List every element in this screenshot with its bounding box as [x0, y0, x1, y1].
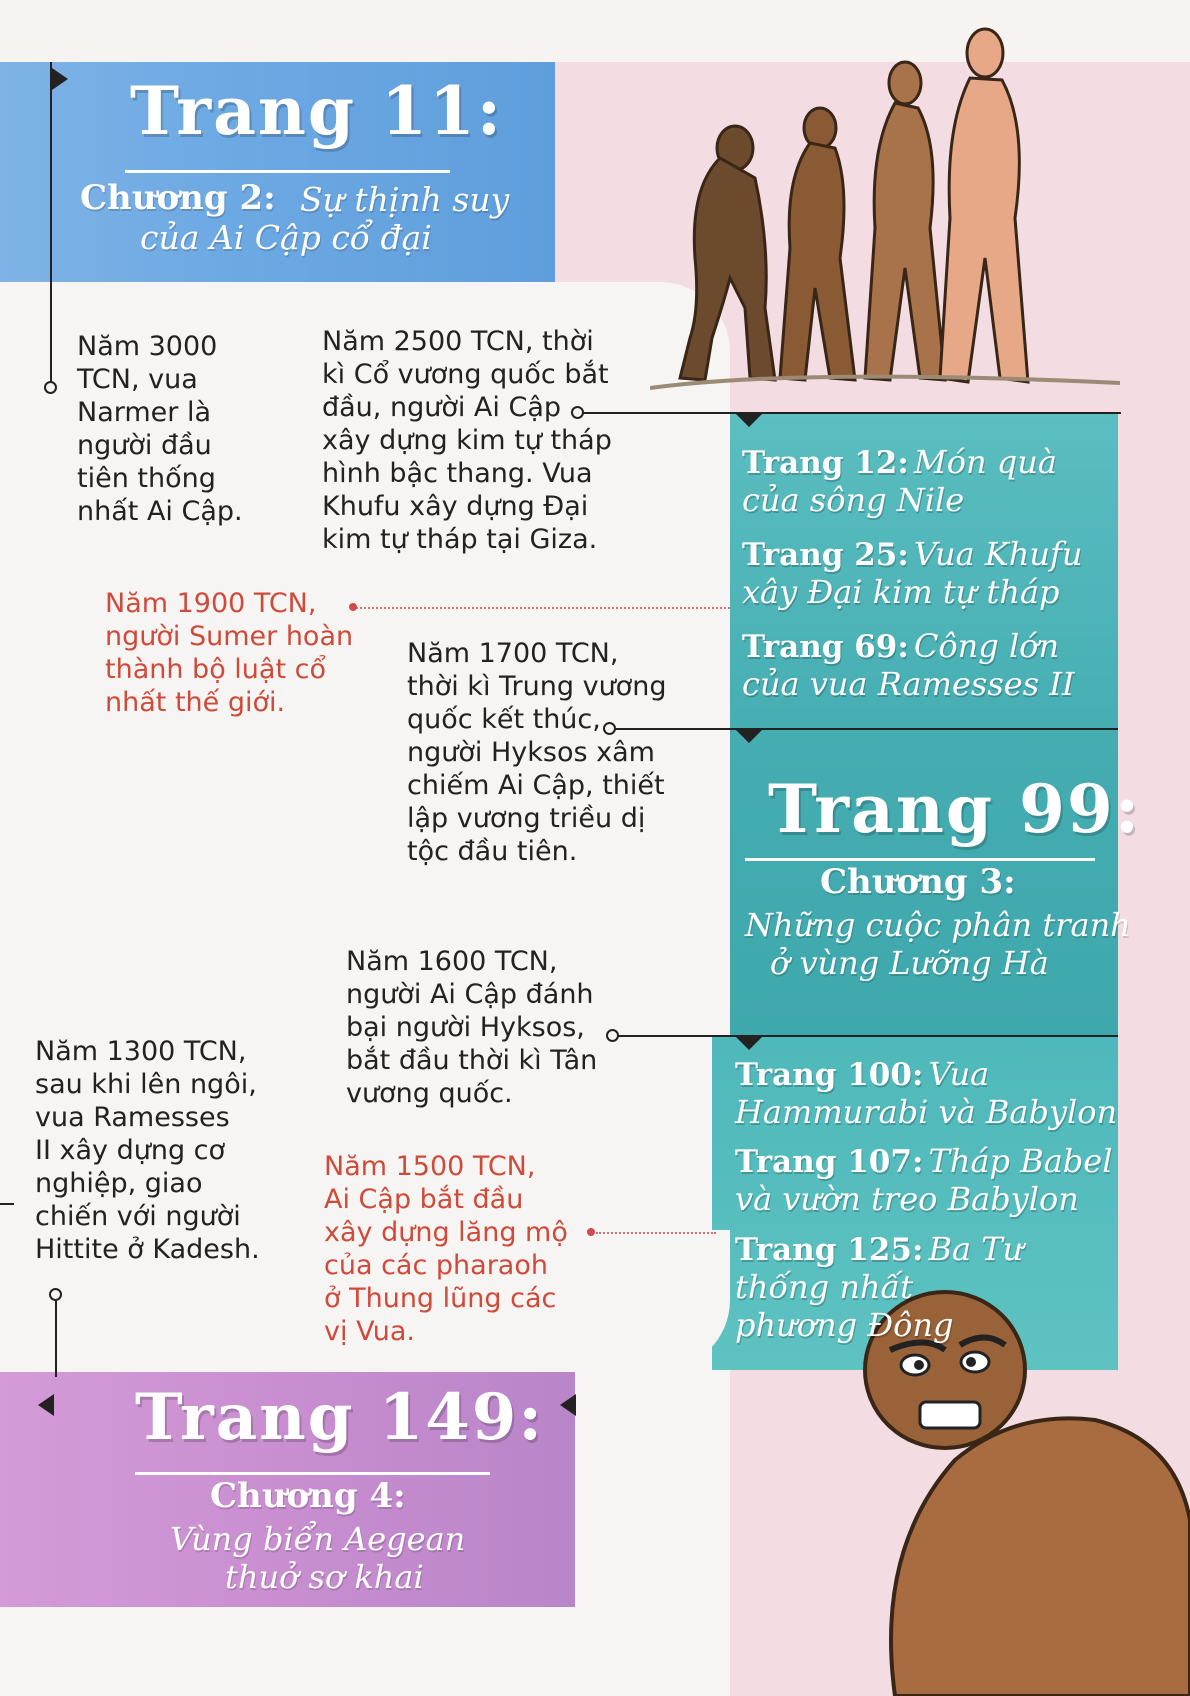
- event-1900-line: người Sumer hoàn: [105, 621, 354, 652]
- chapter4-page-title: Trang 149:: [135, 1380, 544, 1455]
- event-2500-line: kì Cổ vương quốc bắt: [322, 359, 609, 390]
- timeline-dot-1300: [49, 1288, 62, 1301]
- toc-item-107-title-b: và vườn treo Babylon: [735, 1180, 1079, 1218]
- event-1500-line: Ai Cập bắt đầu: [324, 1184, 524, 1215]
- toc-item-69[interactable]: [742, 627, 1075, 703]
- event-1700: [407, 637, 666, 868]
- event-1300-line: chiến với người: [35, 1201, 241, 1232]
- timeline-dotted-1900: [356, 607, 730, 609]
- event-1700-line: tộc đầu tiên.: [407, 836, 578, 867]
- event-1600: [346, 945, 597, 1110]
- event-1500-line: xây dựng lăng mộ: [324, 1217, 568, 1248]
- event-2500-line: Khufu xây dựng Đại: [322, 491, 589, 522]
- chapter2-label: Chương 2:: [80, 178, 276, 218]
- timeline-arrow-bottom-right: [560, 1394, 576, 1416]
- event-1300-line: sau khi lên ngôi,: [35, 1069, 257, 1100]
- event-3000-line: tiên thống: [77, 463, 216, 494]
- timeline-dot-1600: [606, 1029, 619, 1042]
- event-1600-line: người Ai Cập đánh: [346, 979, 594, 1010]
- timeline-line-bottom: [55, 1301, 57, 1377]
- side-tick: [0, 1203, 14, 1205]
- chapter3-title-line1: Những cuộc phân tranh: [745, 906, 1131, 944]
- event-1300-line: nghiệp, giao: [35, 1168, 203, 1199]
- chapter4-label: Chương 4:: [210, 1476, 406, 1516]
- toc-item-107-title-a: Tháp Babel: [928, 1142, 1113, 1180]
- event-1300-line: Hittite ở Kadesh.: [35, 1234, 260, 1265]
- toc-item-107[interactable]: [735, 1142, 1112, 1218]
- event-1700-line: thời kì Trung vương: [407, 671, 667, 702]
- chapter3-title-line2: ở vùng Lưỡng Hà: [770, 944, 1049, 982]
- event-1300-line: II xây dựng cơ: [35, 1135, 226, 1166]
- chapter4-divider: [135, 1472, 490, 1475]
- toc-item-100[interactable]: [735, 1055, 1117, 1131]
- event-1700-line: lập vương triều dị: [407, 803, 646, 834]
- event-1600-line: Năm 1600 TCN,: [346, 946, 558, 977]
- caveman-illustration: [835, 1290, 1190, 1696]
- event-1600-line: vương quốc.: [346, 1078, 513, 1109]
- event-2500-line: Năm 2500 TCN, thời: [322, 326, 594, 357]
- timeline-connector-1700: [614, 728, 1118, 730]
- event-1700-line: chiếm Ai Cập, thiết: [407, 770, 665, 801]
- timeline-arrow-top: [52, 68, 68, 90]
- toc-item-25-page: Trang 25:: [742, 537, 909, 573]
- chapter4-title-line2: thuở sơ khai: [225, 1558, 424, 1596]
- toc-item-69-title-a: Công lớn: [913, 627, 1060, 665]
- event-3000-line: người đầu: [77, 430, 212, 461]
- timeline-arrow-teal3: [735, 1036, 763, 1050]
- toc-item-12-page: Trang 12:: [742, 445, 909, 481]
- toc-item-125-page: Trang 125:: [735, 1232, 924, 1268]
- timeline-arrow-bottom-left: [38, 1394, 54, 1416]
- event-1300-line: Năm 1300 TCN,: [35, 1036, 247, 1067]
- event-1700-line: người Hyksos xâm: [407, 737, 655, 768]
- toc-item-100-page: Trang 100:: [735, 1057, 924, 1093]
- event-3000-line: TCN, vua: [77, 364, 198, 395]
- event-3000: [77, 330, 243, 528]
- event-1900-line: Năm 1900 TCN,: [105, 588, 317, 619]
- event-1600-line: bại người Hyksos,: [346, 1012, 585, 1043]
- toc-item-125-title-c: phương Đông: [735, 1306, 954, 1344]
- toc-item-69-page: Trang 69:: [742, 629, 909, 665]
- toc-item-12[interactable]: [742, 443, 1057, 519]
- toc-item-25[interactable]: [742, 535, 1082, 611]
- event-1500-line: của các pharaoh: [324, 1250, 548, 1281]
- event-1500-line: vị Vua.: [324, 1316, 415, 1347]
- event-3000-line: nhất Ai Cập.: [77, 496, 243, 527]
- toc-item-12-title-a: Món quà: [913, 443, 1057, 481]
- toc-item-125-title-b: thống nhất: [735, 1268, 913, 1306]
- chapter2-divider: [125, 170, 450, 173]
- timeline-dot-3000: [44, 381, 57, 394]
- chapter2-page-title: Trang 11:: [130, 72, 504, 150]
- event-3000-line: Năm 3000: [77, 331, 218, 362]
- event-1700-line: Năm 1700 TCN,: [407, 638, 619, 669]
- chapter2-title-line1: Sự thịnh suy: [300, 180, 510, 219]
- event-2500-line: hình bậc thang. Vua: [322, 458, 593, 489]
- event-1300-line: vua Ramesses: [35, 1102, 230, 1133]
- toc-item-125-title-a: Ba Tư: [928, 1230, 1024, 1268]
- chapter4-title-line1: Vùng biển Aegean: [170, 1520, 466, 1558]
- event-1300: [35, 1035, 260, 1266]
- timeline-dotted-1500: [596, 1232, 716, 1234]
- toc-item-125[interactable]: [735, 1230, 1023, 1344]
- toc-item-100-title-b: Hammurabi và Babylon: [735, 1093, 1118, 1131]
- chapter3-divider: [745, 858, 1095, 861]
- event-1500-line: Năm 1500 TCN,: [324, 1151, 536, 1182]
- toc-item-25-title-a: Vua Khufu: [913, 535, 1083, 573]
- timeline-line-top: [50, 62, 52, 382]
- event-2500-line: đầu, người Ai Cập: [322, 392, 562, 423]
- timeline-dot-1500: [587, 1228, 595, 1236]
- chapter3-page-title: Trang 99:: [768, 770, 1142, 848]
- toc-item-100-title-a: Vua: [928, 1055, 990, 1093]
- toc-item-107-page: Trang 107:: [735, 1144, 924, 1180]
- human-evolution-illustration: [650, 8, 1120, 418]
- event-2500: [322, 325, 612, 556]
- timeline-connector-1600: [617, 1035, 1118, 1037]
- event-1900-line: nhất thế giới.: [105, 687, 286, 718]
- toc-item-25-title-b: xây Đại kim tự tháp: [742, 573, 1060, 611]
- chapter3-label: Chương 3:: [820, 862, 1016, 902]
- event-1500-line: ở Thung lũng các: [324, 1283, 557, 1314]
- event-3000-line: Narmer là: [77, 397, 212, 428]
- event-1700-line: quốc kết thúc,: [407, 704, 601, 735]
- event-1900: [105, 587, 353, 719]
- event-1900-line: thành bộ luật cổ: [105, 654, 326, 685]
- toc-item-12-title-b: của sông Nile: [742, 481, 965, 519]
- event-2500-line: kim tự tháp tại Giza.: [322, 524, 598, 555]
- event-2500-line: xây dựng kim tự tháp: [322, 425, 612, 456]
- event-1600-line: bắt đầu thời kì Tân: [346, 1045, 598, 1076]
- toc-item-69-title-b: của vua Ramesses II: [742, 665, 1075, 703]
- timeline-arrow-teal2: [735, 729, 763, 743]
- chapter2-title-line2: của Ai Cập cổ đại: [140, 218, 432, 257]
- event-1500: [324, 1150, 568, 1348]
